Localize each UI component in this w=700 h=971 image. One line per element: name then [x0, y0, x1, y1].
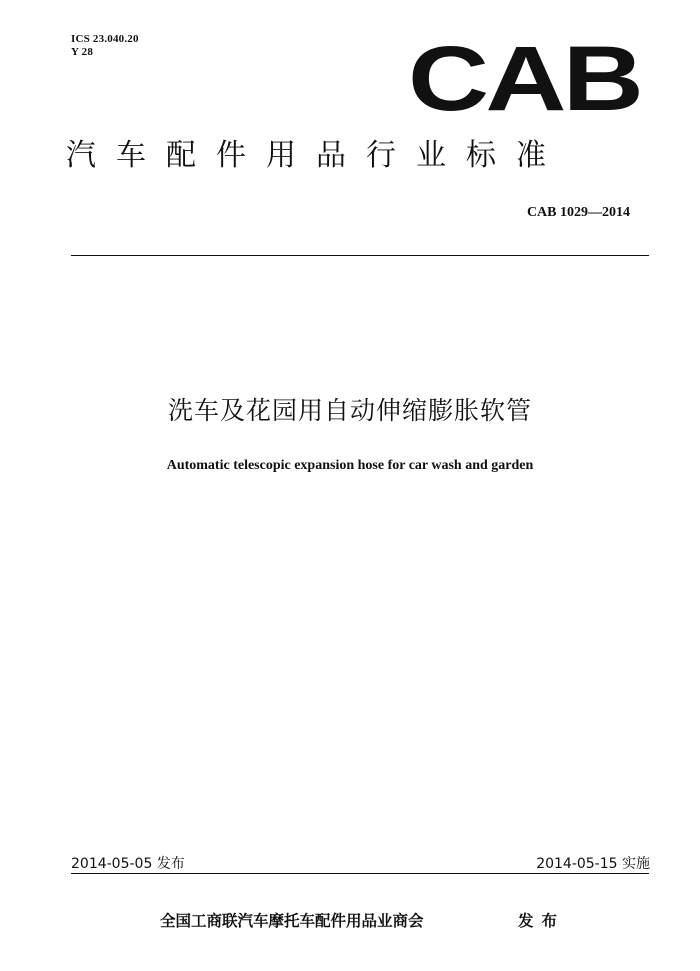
ccs-code: Y 28 [71, 46, 94, 58]
standard-number: CAB 1029—2014 [526, 205, 630, 220]
implementation-date: 2014-05-15 实施 [536, 856, 650, 872]
ics-code: ICS 23.040.20 [71, 33, 139, 45]
document-title-cn: 洗车及花园用自动伸缩膨胀软管 [167, 396, 532, 425]
publish-label: 发布 [518, 912, 566, 930]
industry-standard-title: 汽车配件用品行业标准 [66, 138, 566, 173]
document-title-en: Automatic telescopic expansion hose for car wash and garden [166, 458, 534, 473]
issue-date: 2014-05-05 发布 [71, 856, 185, 872]
header-divider [71, 255, 649, 256]
footer-divider [71, 873, 649, 874]
cab-logo: CAB [408, 28, 641, 130]
publisher-name: 全国工商联汽车摩托车配件用品业商会 [160, 912, 424, 930]
